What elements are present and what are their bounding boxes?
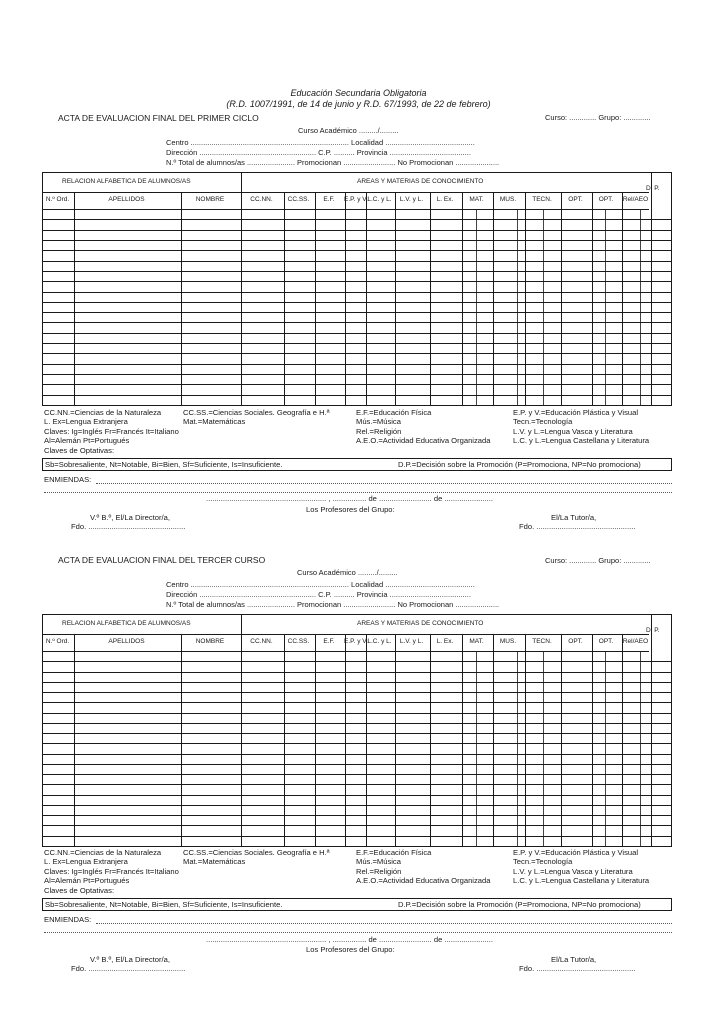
director-label: V.º B.º, El/La Director/a,: [90, 513, 170, 522]
grid-column-line: [430, 192, 431, 405]
grid-row-line: [43, 661, 671, 662]
grid-row-line: [43, 846, 671, 847]
evaluation-table: [42, 614, 672, 847]
grid-row-line: [43, 230, 671, 231]
grid-subcolumn-line: [476, 651, 477, 846]
grid-subcolumn-line: [543, 651, 544, 846]
legend-col-2: CC.SS.=Ciencias Sociales. Geografía e H.ª Mat.=Matemáticas: [183, 848, 330, 867]
enmiendas-label: ENMIENDAS:: [44, 475, 92, 484]
grid-subcolumn-line: [640, 209, 641, 405]
grid-row-line: [43, 281, 671, 282]
tutor-fdo[interactable]: Fdo. ...............................................: [519, 522, 636, 531]
grid-row-line: [43, 743, 671, 744]
column-header: MUS.: [499, 638, 517, 645]
section-title: ACTA DE EVALUACION FINAL DEL PRIMER CICLO: [58, 113, 259, 123]
column-header: CC.SS.: [287, 638, 310, 645]
grid-subcolumn-line: [640, 651, 641, 846]
column-header: OPT.: [598, 196, 614, 203]
column-header: L.V. y L.: [399, 196, 424, 203]
column-header: N.º Ord.: [45, 638, 70, 645]
grid-row-line: [43, 353, 671, 354]
grid-row-line: [43, 702, 671, 703]
grid-column-line: [525, 634, 526, 846]
column-header: E.P. y V.: [344, 196, 368, 203]
column-header: MAT.: [469, 638, 484, 645]
grid-row-line: [43, 733, 671, 734]
enmiendas-line-2[interactable]: [44, 932, 672, 933]
grid-subcolumn-line: [605, 209, 606, 405]
decision-text: D.P.=Decisión sobre la Promoción (P=Promociona, NP=No promociona): [398, 460, 641, 469]
grid-subcolumn-line: [476, 209, 477, 405]
column-header: APELLIDOS: [108, 196, 145, 203]
enmiendas-line[interactable]: [96, 923, 672, 924]
grid-row-line: [43, 395, 671, 396]
curso-academico-field[interactable]: Curso Académico ........./.........: [298, 126, 399, 135]
decision-text: D.P.=Decisión sobre la Promoción (P=Promociona, NP=No promociona): [398, 900, 641, 909]
grid-column-line: [74, 192, 75, 405]
tutor-fdo[interactable]: Fdo. ...............................................: [519, 964, 636, 973]
grid-row-line: [43, 754, 671, 755]
column-header: TECN.: [532, 196, 552, 203]
grid-row-line: [43, 250, 671, 251]
grid-row-line: [43, 692, 671, 693]
dp-header: D. P.: [646, 185, 660, 192]
grid-row-line: [43, 261, 671, 262]
total-alumnos-field[interactable]: N.º Total de alumnos/as ....................... Promocionan ......................... No Promocionan .....................: [166, 600, 500, 609]
relacion-header: RELACION ALFABETICA DE ALUMNOS/AS: [62, 178, 191, 185]
evaluation-table: [42, 172, 672, 406]
grid-column-line: [561, 192, 562, 405]
grid-column-line: [561, 634, 562, 846]
grid-column-line: [284, 634, 285, 846]
grid-row-line: [43, 836, 671, 837]
grid-row-line: [43, 405, 671, 406]
enmiendas-label: ENMIENDAS:: [44, 915, 92, 924]
grid-column-line: [345, 192, 346, 405]
column-header: OPT.: [568, 196, 583, 203]
grid-column-line: [366, 192, 367, 405]
grid-column-line: [241, 615, 242, 846]
grid-row-line: [43, 292, 671, 293]
grid-subcolumn-line: [543, 209, 544, 405]
grid-row-line: [43, 764, 671, 765]
enmiendas-line-2[interactable]: [44, 492, 672, 493]
director-fdo[interactable]: Fdo. ..............................................: [71, 964, 186, 973]
direccion-field[interactable]: Dirección ........................................................ C.P. .......... Provincia .......................................: [166, 148, 471, 157]
grid-column-line: [241, 173, 242, 405]
column-header: Rel/AEO: [622, 196, 649, 203]
calificaciones-text: Sb=Sobresaliente, Nt=Notable, Bi=Bien, Sf=Suficiente, Is=Insuficiente.: [45, 900, 283, 909]
grid-row-line: [43, 364, 671, 365]
grid-row-line: [43, 795, 671, 796]
grid-row-line: [43, 302, 671, 303]
grid-column-line: [592, 634, 593, 846]
curso-academico-field[interactable]: Curso Académico ........./.........: [297, 568, 398, 577]
grid-column-line: [651, 173, 652, 405]
profesores-label: Los Profesores del Grupo:: [306, 505, 395, 514]
grid-row-line: [43, 271, 671, 272]
grid-column-line: [315, 634, 316, 846]
director-label: V.º B.º, El/La Director/a,: [90, 955, 170, 964]
grid-row-line: [43, 774, 671, 775]
grid-column-line: [462, 634, 463, 846]
grid-row-line: [43, 825, 671, 826]
grid-column-line: [345, 634, 346, 846]
grid-column-line: [622, 634, 623, 846]
enmiendas-line[interactable]: [96, 483, 672, 484]
areas-header: AREAS Y MATERIAS DE CONOCIMIENTO: [357, 178, 484, 185]
column-header: L.C. y L.: [367, 638, 392, 645]
grid-row-line: [43, 805, 671, 806]
grid-row-line: [43, 384, 671, 385]
column-header: E.F.: [323, 638, 335, 645]
grid-row-line: [43, 682, 671, 683]
fecha-field[interactable]: ......................................................... , ................ de ......................... de .......................: [206, 935, 493, 944]
relacion-header: RELACION ALFABETICA DE ALUMNOS/AS: [62, 620, 191, 627]
grid-column-line: [430, 634, 431, 846]
grid-column-line: [592, 192, 593, 405]
grid-row-line: [43, 784, 671, 785]
legend-col-1: CC.NN.=Ciencias de la Naturaleza L. Ex=Lengua Extranjera Claves: Ig=Inglés Fr=Francés It=Italiano Al=Alemán Pt=Portugués Claves de Optativas:: [44, 408, 179, 455]
document-header-line2: (R.D. 1007/1991, de 14 de junio y R.D. 67/1993, de 22 de febrero): [226, 99, 491, 109]
column-header: TECN.: [532, 638, 552, 645]
legend-col-4: E.P. y V.=Educación Plástica y Visual Tecn.=Tecnología L.V. y L.=Lengua Vasca y Literatura L.C. y L.=Lengua Castellana y Literatura: [513, 848, 650, 886]
curso-grupo-field[interactable]: Curso: ............. Grupo: .............: [545, 556, 651, 565]
grid-column-line: [493, 192, 494, 405]
column-header: MAT.: [469, 196, 484, 203]
column-header: E.P. y V.: [344, 638, 368, 645]
grid-row-line: [43, 374, 671, 375]
column-header: L. Ex.: [436, 638, 454, 645]
document-header-line1: Educación Secundaria Obligatoria: [290, 88, 427, 98]
grid-column-line: [181, 634, 182, 846]
fecha-field[interactable]: ......................................................... , ................ de ......................... de .......................: [206, 494, 493, 503]
column-header: L.C. y L.: [367, 196, 392, 203]
centro-field[interactable]: Centro ............................................................................ Localidad ...........................................: [166, 580, 475, 589]
column-header: CC.NN.: [250, 196, 273, 203]
legend-col-3: E.F.=Educación Física Mús.=Música Rel.=Religión A.E.O.=Actividad Educativa Organizada: [356, 848, 491, 886]
column-header: MUS.: [499, 196, 517, 203]
grid-row-line: [43, 240, 671, 241]
grid-row-line: [43, 343, 671, 344]
grid-row-line: [43, 209, 649, 210]
grid-row-line: [43, 672, 671, 673]
tutor-label: El/La Tutor/a,: [551, 955, 597, 964]
director-fdo[interactable]: Fdo. ..............................................: [71, 522, 186, 531]
direccion-field[interactable]: Dirección ........................................................ C.P. .......... Provincia .......................................: [166, 590, 471, 599]
column-header: OPT.: [568, 638, 583, 645]
areas-header: AREAS Y MATERIAS DE CONOCIMIENTO: [357, 620, 484, 627]
grid-column-line: [651, 615, 652, 846]
grid-column-line: [525, 192, 526, 405]
grid-column-line: [493, 634, 494, 846]
grid-column-line: [395, 192, 396, 405]
legend-col-3: E.F.=Educación Física Mús.=Música Rel.=Religión A.E.O.=Actividad Educativa Organizada: [356, 408, 491, 446]
grid-column-line: [395, 634, 396, 846]
grid-column-line: [622, 192, 623, 405]
grid-row-line: [43, 322, 671, 323]
grid-row-line: [43, 219, 671, 220]
centro-field[interactable]: Centro ............................................................................ Localidad ...........................................: [166, 138, 475, 147]
column-header: APELLIDOS: [108, 638, 145, 645]
column-header: NOMBRE: [195, 196, 225, 203]
grid-header-line: [43, 634, 649, 635]
grid-column-line: [315, 192, 316, 405]
column-header: L.V. y L.: [399, 638, 424, 645]
column-header: CC.NN.: [250, 638, 273, 645]
curso-grupo-field[interactable]: Curso: ............. Grupo: .............: [545, 113, 651, 122]
section-title: ACTA DE EVALUACION FINAL DEL TERCER CURSO: [58, 555, 266, 565]
column-header: Rel/AEO: [622, 638, 649, 645]
column-header: NOMBRE: [195, 638, 225, 645]
dp-header: D. P.: [646, 627, 660, 634]
grid-row-line: [43, 651, 649, 652]
grid-column-line: [181, 192, 182, 405]
tutor-label: El/La Tutor/a,: [551, 513, 597, 522]
grid-row-line: [43, 312, 671, 313]
legend-col-1: CC.NN.=Ciencias de la Naturaleza L. Ex=Lengua Extranjera Claves: Ig=Inglés Fr=Francés It=Italiano Al=Alemán Pt=Portugués Claves de Optativas:: [44, 848, 179, 895]
grid-column-line: [366, 634, 367, 846]
grid-header-line: [43, 192, 649, 193]
grid-column-line: [462, 192, 463, 405]
column-header: OPT.: [598, 638, 614, 645]
grid-column-line: [284, 192, 285, 405]
grid-subcolumn-line: [517, 651, 518, 846]
grid-row-line: [43, 815, 671, 816]
calificaciones-text: Sb=Sobresaliente, Nt=Notable, Bi=Bien, Sf=Suficiente, Is=Insuficiente.: [45, 460, 283, 469]
grid-column-line: [74, 634, 75, 846]
column-header: L. Ex.: [436, 196, 454, 203]
column-header: E.F.: [323, 196, 335, 203]
grid-row-line: [43, 723, 671, 724]
legend-col-4: E.P. y V.=Educación Plástica y Visual Tecn.=Tecnología L.V. y L.=Lengua Vasca y Literatura L.C. y L.=Lengua Castellana y Literatura: [513, 408, 650, 446]
profesores-label: Los Profesores del Grupo:: [306, 945, 395, 954]
legend-col-2: CC.SS.=Ciencias Sociales. Geografía e H.ª Mat.=Matemáticas: [183, 408, 330, 427]
column-header: N.º Ord.: [45, 196, 70, 203]
column-header: CC.SS.: [287, 196, 310, 203]
grid-row-line: [43, 333, 671, 334]
grid-subcolumn-line: [517, 209, 518, 405]
total-alumnos-field[interactable]: N.º Total de alumnos/as ....................... Promocionan ......................... No Promocionan .....................: [166, 158, 500, 167]
grid-subcolumn-line: [605, 651, 606, 846]
grid-row-line: [43, 713, 671, 714]
